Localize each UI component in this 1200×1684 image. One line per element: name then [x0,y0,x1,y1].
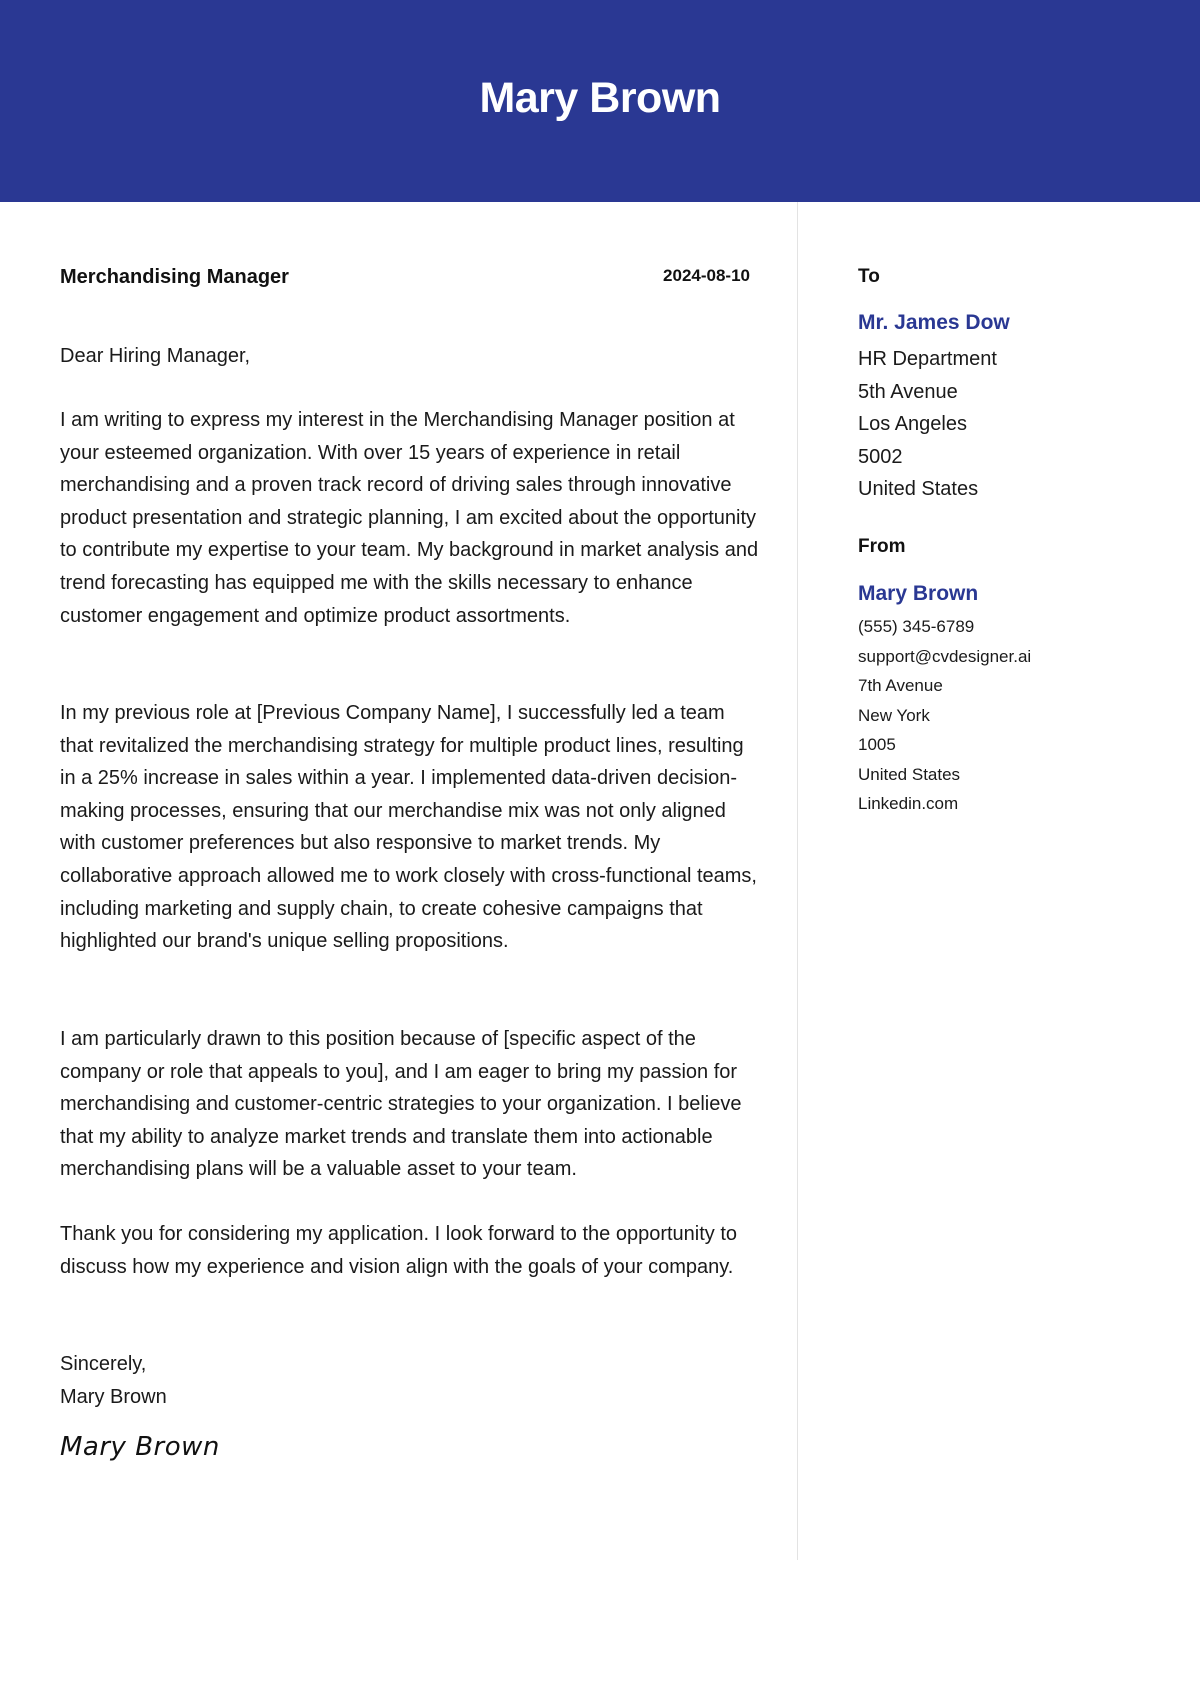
to-label: To [858,266,880,287]
recipient-postal-code: 5002 [858,445,903,468]
closing-phrase: Sincerely, [60,1353,147,1375]
recipient-name: Mr. James Dow [858,311,1010,334]
signature: Mary Brown [60,1432,220,1462]
letter-paragraph-3: I am particularly drawn to this position because of [specific aspect of the company or role that appeals to you], and I am eager to bring my passion for merchandising and customer-centric strategies to your organization. I believe that my ability to analyze market trends and translate them into actionable merchandising plans will be a valuable asset to your team. [60,1028,742,1181]
header-banner [0,0,1200,202]
from-label: From [858,536,906,557]
closing-block [60,1348,760,1413]
sender-street: 7th Avenue [858,676,943,695]
closing-name: Mary Brown [60,1385,167,1408]
column-divider [797,202,798,1560]
sender-linkedin-link[interactable]: Linkedin.com [858,794,959,813]
sender-city: New York [858,705,930,725]
letter-paragraph-4: Thank you for considering my application. I look forward to the opportunity to discuss how my experience and vision align with the goals of your company. [60,1223,738,1278]
recipient-city: Los Angeles [858,413,967,436]
letter-date: 2024-08-10 [663,266,750,285]
recipient-country: United States [858,478,979,501]
applicant-name-heading: Mary Brown [479,74,721,122]
sender-email[interactable]: support@cvdesigner.ai [858,646,1032,666]
recipient-address [858,343,997,506]
letter-paragraph-1: I am writing to express my interest in the Merchandising Manager position at your esteemed organization. With over 15 years of experience in retail merchandising and a proven track record of driving sales through innovative product presentation and strategic planning, I am excited about the opportunity to contribute my expertise to your team. My background in market analysis and trend forecasting has equipped me with the skills necessary to enhance customer engagement and optimize product assortments. [60,409,759,627]
sender-postal-code: 1005 [858,735,896,754]
recipient-department: HR Department [858,348,997,370]
sender-phone: (555) 345-6789 [858,617,975,636]
job-title: Merchandising Manager [60,266,289,288]
sender-country: United States [858,764,961,784]
recipient-street: 5th Avenue [858,380,958,403]
sender-name: Mary Brown [858,582,979,605]
letter-paragraph-2: In my previous role at [Previous Company Name], I successfully led a team that revitalized the merchandising strategy for multiple product lines, resulting in a 25% increase in sales within a year. I implemented data-driven decision-making processes, ensuring that our merchandise mix was not only aligned with customer preferences but also responsive to market trends. My collaborative approach allowed me to work closely with cross-functional teams, including marketing and supply chain, to create cohesive campaigns that highlighted our brand's unique selling propositions. [60,702,757,953]
salutation: Dear Hiring Manager, [60,345,251,367]
sender-contact [858,612,1031,819]
